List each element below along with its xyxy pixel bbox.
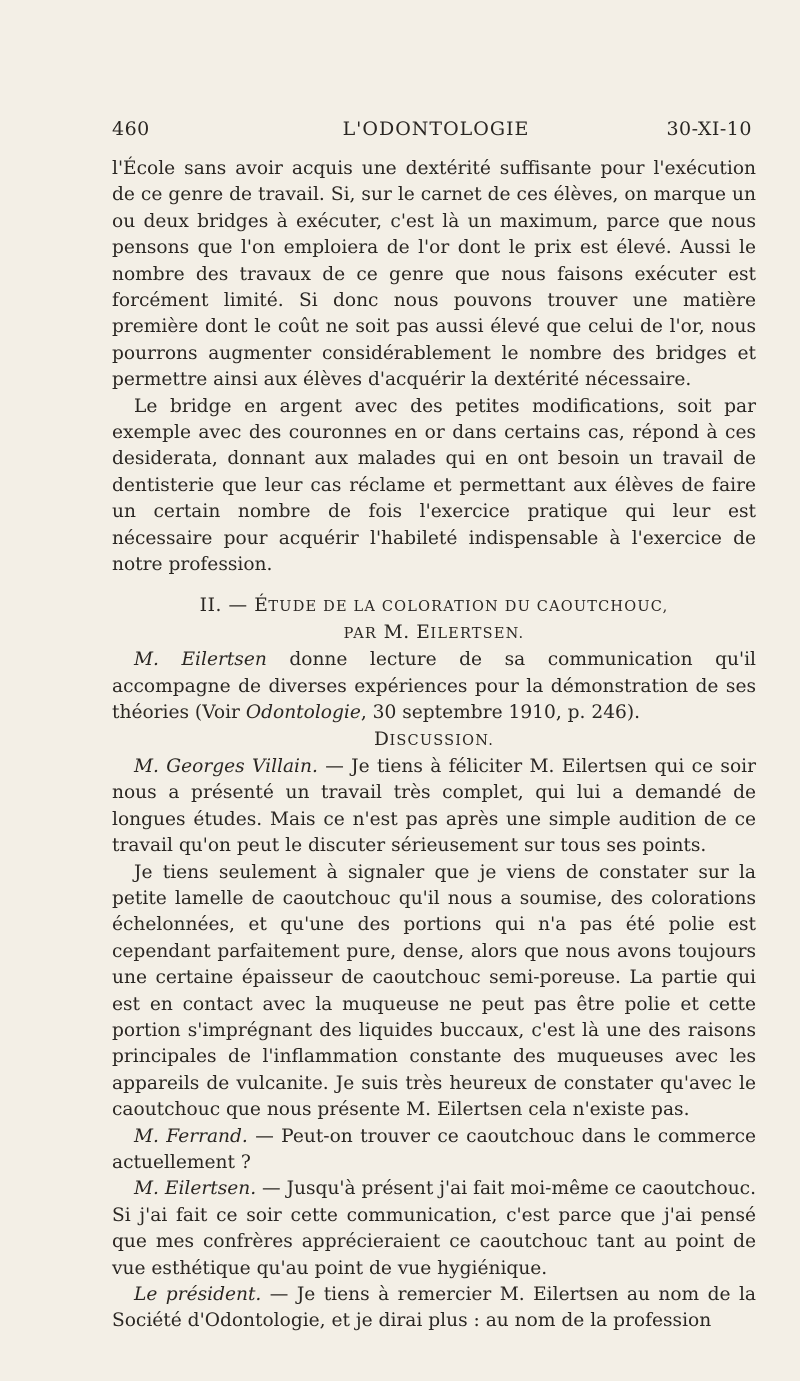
byline-name-rest: ILERTSEN. [430, 625, 525, 642]
issue-date: 30-XI-10 [666, 118, 752, 140]
ferrand-text: — Peut-on trouver ce caoutchouc dans le commerce actuellement ? [112, 1125, 756, 1174]
speaker-eilertsen-reply: M. Eilertsen. [134, 1178, 257, 1200]
journal-title: L'ODONTOLOGIE [342, 118, 530, 140]
byline-name: M. E [383, 621, 431, 643]
paragraph-villain [112, 754, 756, 860]
paragraph-continued: l'École sans avoir acquis une dextérité suffisante pour l'exécution de ce genre de travail. Si, sur le carnet de ces élèves, on marque un ou deux bridges à exécuter, c'est là un maximum, parce que nous pensons que l'on emploiera de l'or dont le prix est élevé. Aussi le nombre des travaux de ce genre que nous faisons exécuter est forcément limité. Si donc nous pouvons trouver une matière première dont le coût ne soit pas aussi élevé que celui de l'or, nous pourrons augmenter considérablement le nombre des bridges et permettre ainsi aux élèves d'acquérir la dextérité nécessaire. [112, 158, 756, 391]
section-byline [112, 620, 756, 647]
president-text: — Je tiens à remercier M. Eilertsen au nom de la Société d'Odontologie, et je dirai plus : au nom de la profession [112, 1284, 757, 1332]
paragraph-communication [112, 647, 756, 726]
page-number: 460 [112, 118, 150, 140]
speaker-eilertsen: M. Eilertsen [134, 649, 267, 671]
section-title: TUDE DE LA COLORATION DU CAOUTCHOUC, [268, 598, 669, 615]
section-numeral: II. — É [199, 594, 269, 616]
communication-text-2: , 30 septembre 1910, p. 246). [360, 702, 641, 724]
villain-text: — Je tiens à féliciter M. Eilertsen qui ce soir nous a présenté un travail très complet, qui lui a demandé de longues études. Mais ce n'est pas après une simple audition de ce travail qu'on peut le discuter sérieusement sur tous ses points. [112, 755, 756, 857]
journal-reference: Odontologie [245, 702, 361, 724]
discussion-initial: D [373, 728, 390, 750]
paragraph-villain-continued: Je tiens seulement à signaler que je viens de constater sur la petite lamelle de caoutchouc qu'il nous a soumise, des colorations échelonnées, et qu'une des portions qui n'a pas été polie est cependant parfaitement pure, dense, alors que nous avons toujours une certaine épaisseur de caoutchouc semi-poreuse. La partie qui est en contact avec la muqueuse ne peut pas être polie et cette portion s'imprégnant des liquides buccaux, c'est là une des raisons principales de l'inflammation constante des muqueuses avec les appareils de vulcanite. Je suis très heureux de constater qu'avec le caoutchouc que nous présente M. Eilertsen cela n'existe pas. [112, 861, 756, 1121]
discussion-heading [112, 727, 756, 754]
speaker-ferrand: M. Ferrand. [134, 1125, 248, 1147]
paragraph-silver-bridge: Le bridge en argent avec des petites modifications, soit par exemple avec des couronnes en or dans certains cas, répond à ces desiderata, donnant aux malades qui en ont besoin un travail de dentisterie que leur cas réclame et permettant aux élèves de faire un certain nombre de fois l'exercice pratique qui leur est nécessaire pour acquérir l'habileté indispensable à l'exercice de notre profession. [112, 395, 756, 576]
byline-par: PAR [343, 625, 378, 642]
section-heading [112, 593, 756, 620]
paragraph-president [112, 1282, 756, 1335]
discussion-rest: ISCUSSION. [389, 732, 495, 749]
speaker-villain: M. Georges Villain. [134, 755, 318, 777]
body-text [112, 156, 756, 1335]
speaker-president: Le président. [134, 1284, 262, 1306]
paragraph-eilertsen-reply [112, 1176, 756, 1282]
communication-text-1: donne lecture de sa communication qu'il accompagne de diverses expériences pour la démonstration de ses théories (Voir [112, 649, 756, 724]
running-header [112, 118, 760, 148]
paragraph-ferrand [112, 1124, 756, 1177]
eilertsen-reply-text: — Jusqu'à présent j'ai fait moi-même ce caoutchouc. Si j'ai fait ce soir cette communication, c'est parce que j'ai pensé que mes confrères apprécieraient ce caoutchouc tant au point de vue esthétique qu'au point de vue hygiénique. [112, 1178, 756, 1279]
